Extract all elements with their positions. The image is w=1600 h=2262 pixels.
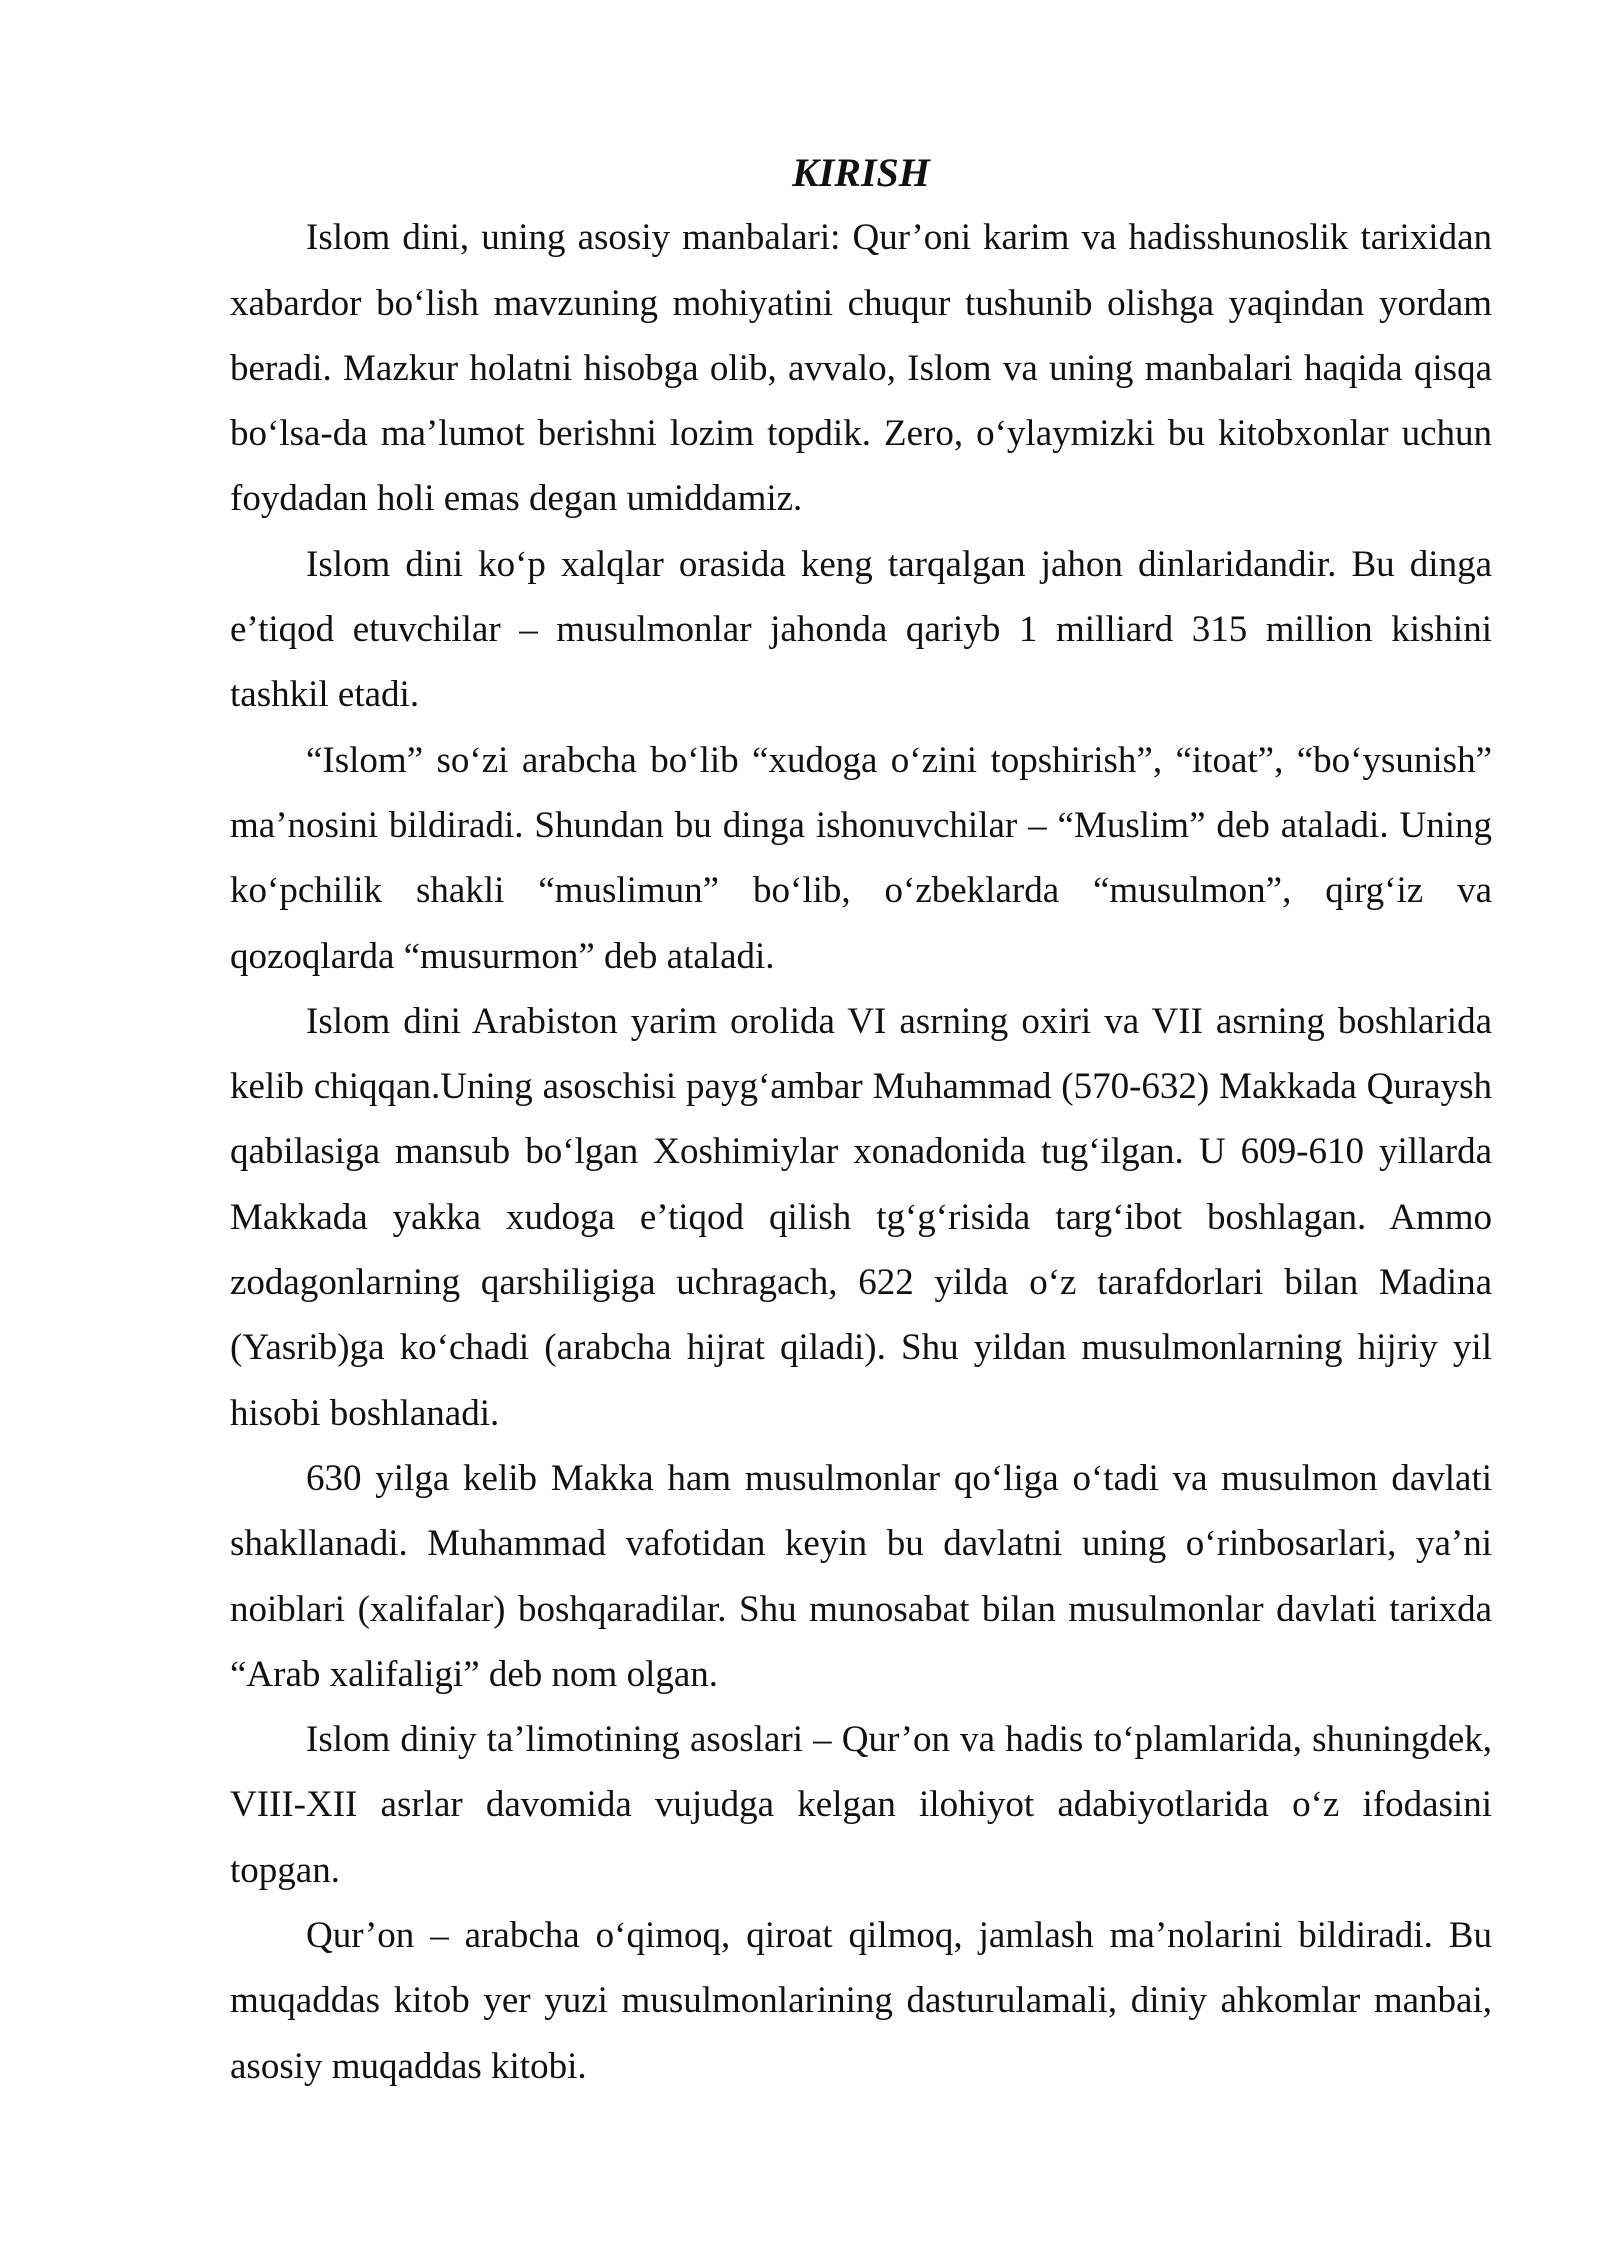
paragraph: Islom dini, uning asosiy manbalari: Qur’oni karim va hadisshunoslik tarixidan xabardor bo‘lish mavzuning mohiyatini chuqur tushunib olishga yaqindan yordam beradi. Mazkur holatni hisobga olib, avvalo, Islom va uning manbalari haqida qisqa bo‘lsa-da ma’lumot berishni lozim topdik. Zero, o‘ylaymizki bu kitobxonlar uchun foydadan holi emas degan umiddamiz. — [230, 217, 1492, 520]
paragraph: Islom dini ko‘p xalqlar orasida keng tarqalgan jahon dinlaridandir. Bu dinga e’tiqod etuvchilar – musulmonlar jahonda qariyb 1 milliard 315 million kishini tashkil etadi. — [230, 543, 1492, 716]
paragraph: Islom dini Arabiston yarim orolida VI asrning oxiri va VII asrning boshlarida kelib chiqqan.Uning asoschisi payg‘ambar Muhammad (570-632) Makkada Quraysh qabilasiga mansub bo‘lgan Xoshimiylar xonadonida tug‘ilgan. U 609-610 yillarda Makkada yakka xudoga e’tiqod qilish tg‘g‘risida targ‘ibot boshlagan. Ammo zodagonlarning qarshiligiga uchragach, 622 yilda o‘z tarafdorlari bilan Madina (Yasrib)ga ko‘chadi (arabcha hijrat qiladi). Shu yildan musulmonlarning hijriy yil hisobi boshlanadi. — [230, 1000, 1492, 1434]
paragraph: 630 yilga kelib Makka ham musulmonlar qo‘liga o‘tadi va musulmon davlati shakllanadi. Muhammad vafotidan keyin bu davlatni uning o‘rinbosarlari, ya’ni noiblari (xalifalar) boshqaradilar. Shu munosabat bilan musulmonlar davlati tarixda “Arab xalifaligi” deb nom olgan. — [230, 1457, 1492, 1695]
paragraph: Qur’on – arabcha o‘qimoq, qiroat qilmoq, jamlash ma’nolarini bildiradi. Bu muqaddas kitob yer yuzi musulmonlarining dasturulamali, diniy ahkomlar manbai, asosiy muqaddas kitobi. — [230, 1915, 1492, 2087]
document-body — [230, 140, 1492, 2099]
document-title: KIRISH — [792, 150, 930, 195]
paragraph: Islom diniy ta’limotining asoslari – Qur’on va hadis to‘plamlarida, shuningdek, VIII-XII asrlar davomida vujudga kelgan ilohiyot adabiyotlarida o‘z ifodasini topgan. — [230, 1719, 1492, 1891]
paragraph: “Islom” so‘zi arabcha bo‘lib “xudoga o‘zini topshirish”, “itoat”, “bo‘ysunish” ma’nosini bildiradi. Shundan bu dinga ishonuvchilar – “Muslim” deb ataladi. Uning ko‘pchilik shakli “muslimun” bo‘lib, o‘zbeklarda “musulmon”, qirg‘iz va qozoqlarda “musurmon” deb ataladi. — [230, 739, 1492, 977]
